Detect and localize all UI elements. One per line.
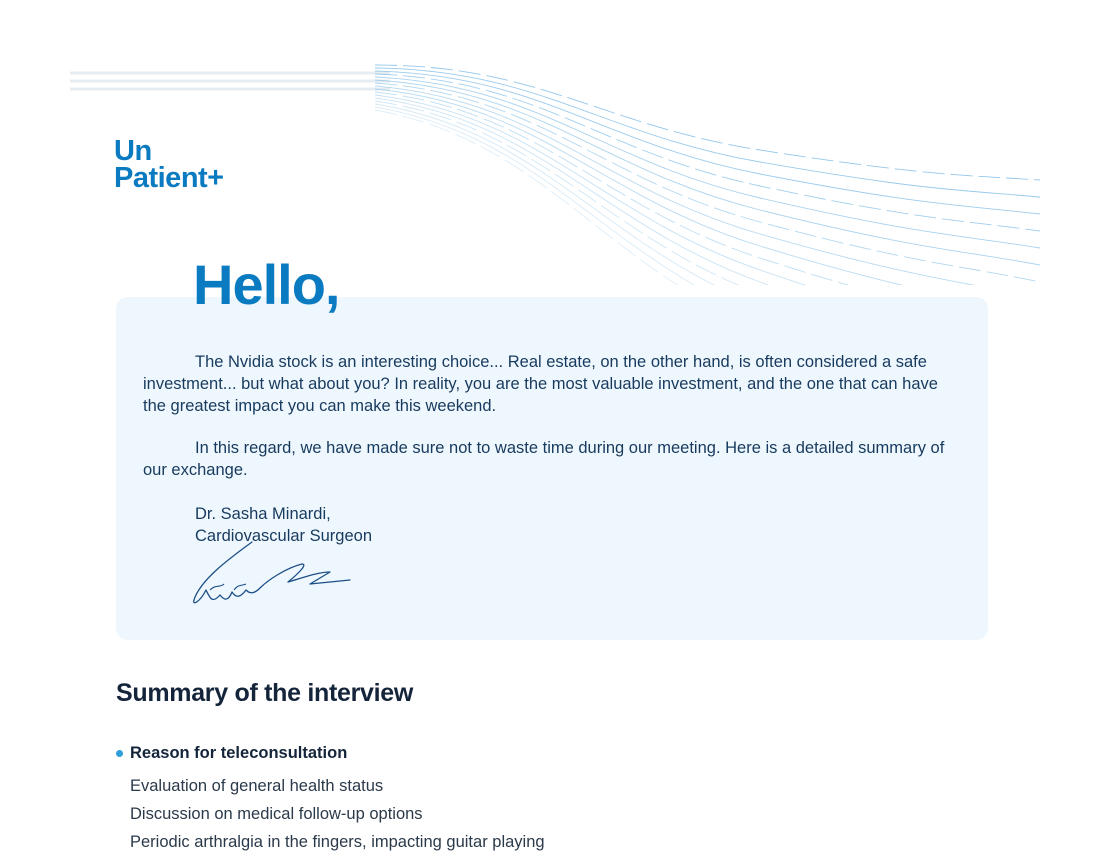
bullet-icon [116, 750, 123, 757]
letter-paragraph-1: The Nvidia stock is an interesting choice... Real estate, on the other hand, is often considered a safe investment... but what about you? In reality, you are the most valuable investment, and the one that can have the greatest impact you can make this weekend. [143, 353, 938, 415]
logo-line-2: Patient+ [114, 162, 224, 194]
reason-list [130, 772, 545, 856]
brand-logo [114, 135, 224, 194]
list-item: Discussion on medical follow-up options [130, 805, 423, 823]
list-item: Periodic arthralgia in the fingers, impacting guitar playing [130, 833, 545, 851]
logo-line-1: Un [114, 135, 152, 167]
doctor-title: Cardiovascular Surgeon [195, 527, 373, 545]
section-label: Reason for teleconsultation [130, 744, 348, 762]
doctor-name: Dr. Sasha Minardi, [195, 505, 331, 523]
list-item: Evaluation of general health status [130, 777, 384, 795]
summary-title: Summary of the interview [116, 679, 414, 707]
letter-paragraph-2: In this regard, we have made sure not to waste time during our meeting. Here is a detailed summary of our exchange. [143, 439, 945, 479]
signature-image [190, 540, 360, 608]
greeting-heading: Hello, [193, 253, 340, 316]
section-reason [116, 744, 347, 763]
